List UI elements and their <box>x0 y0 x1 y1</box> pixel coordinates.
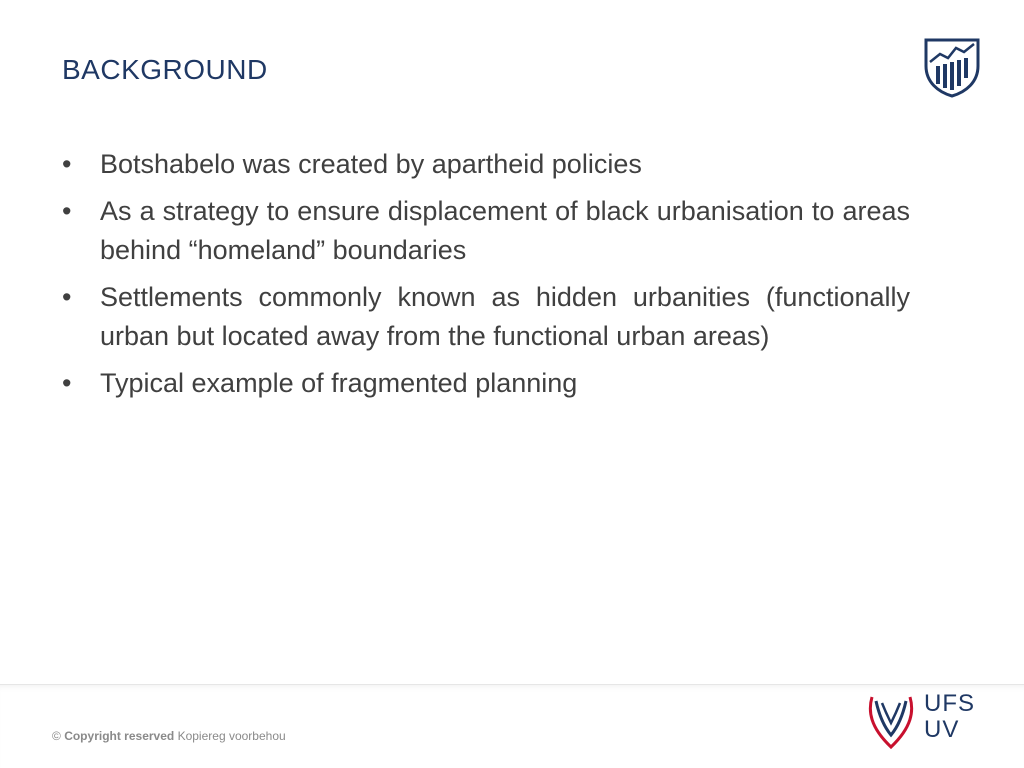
bullet-item <box>62 278 910 356</box>
bullet-list <box>62 145 910 411</box>
bullet-text: Typical example of fragmented planning <box>100 368 578 398</box>
ufs-logo-line2: UV <box>924 716 960 743</box>
ufs-heart-mark-icon <box>866 691 916 751</box>
bullet-mark: • <box>62 368 72 398</box>
bullet-item <box>62 192 910 270</box>
bullet-item <box>62 364 910 403</box>
bullet-text: Botshabelo was created by apartheid policies <box>100 149 642 179</box>
bullet-mark: • <box>62 196 72 226</box>
bullet-mark: • <box>62 149 72 179</box>
copyright-symbol: © <box>52 729 61 743</box>
bullet-item <box>62 145 910 184</box>
ufs-logo-text <box>924 691 975 743</box>
copyright-notice <box>52 729 286 743</box>
bullet-mark: • <box>62 282 72 312</box>
university-crest-icon <box>922 36 982 98</box>
copyright-strong: Copyright reserved <box>64 729 175 743</box>
bullet-text: Settlements commonly known as hidden urbanities (functionally urban but located away from the functional urban areas) <box>100 282 910 351</box>
bullet-text: As a strategy to ensure displacement of black urbanisation to areas behind “homeland” boundaries <box>100 196 910 265</box>
footer-bar <box>0 684 1024 768</box>
copyright-rest: Kopiereg voorbehou <box>177 729 286 743</box>
slide-title: BACKGROUND <box>62 54 268 85</box>
ufs-logo-line1: UFS <box>924 690 975 717</box>
